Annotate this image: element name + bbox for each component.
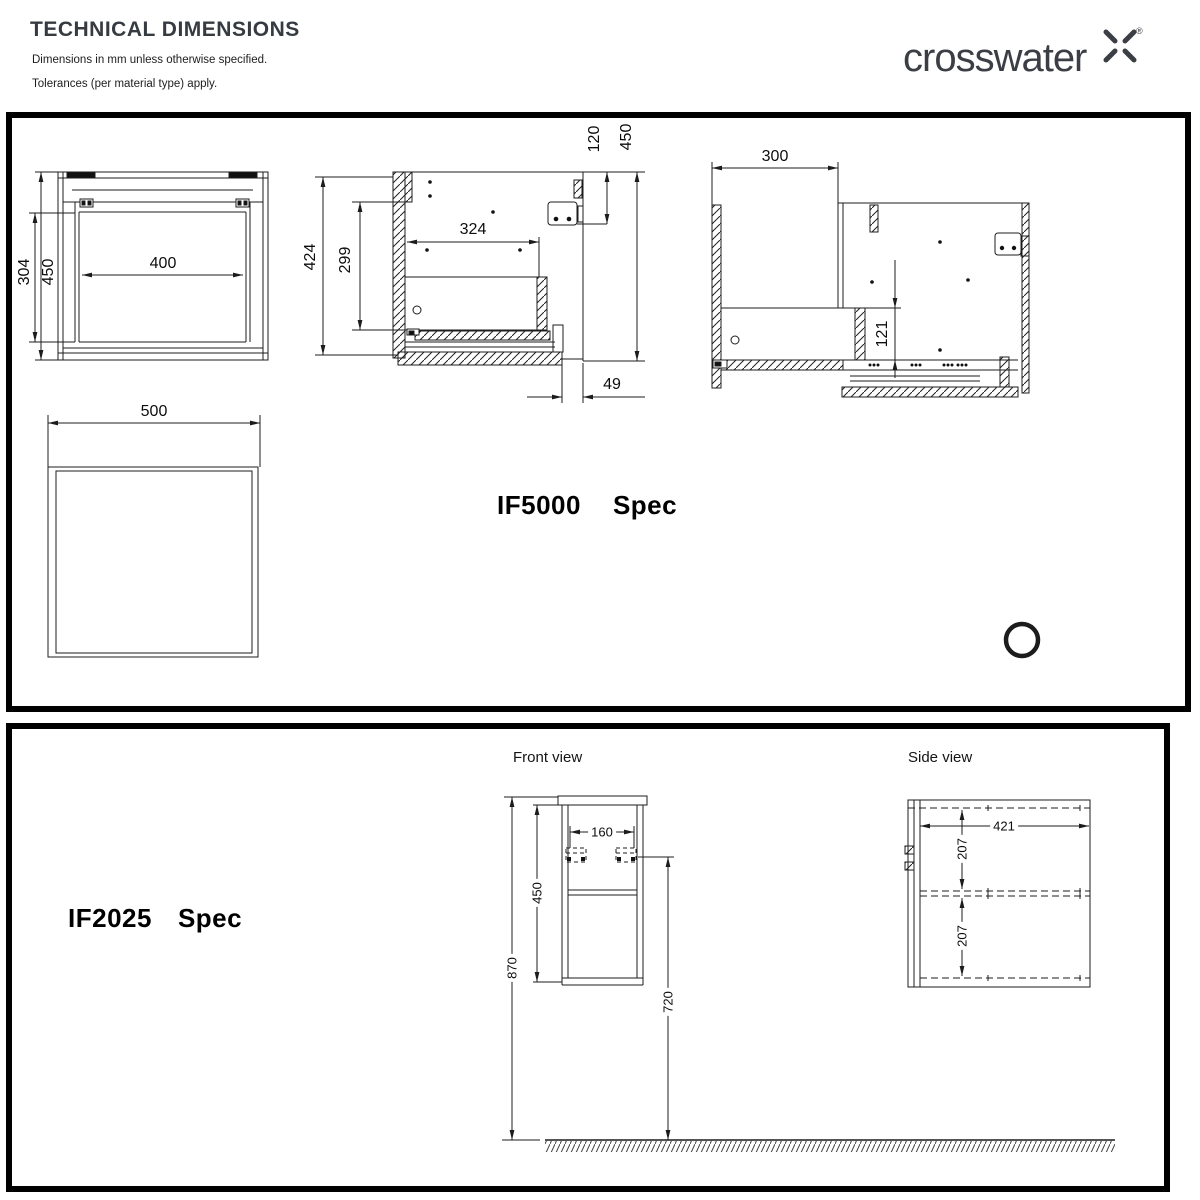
registered-mark: ® bbox=[1136, 26, 1143, 36]
page-title: TECHNICAL DIMENSIONS bbox=[30, 18, 300, 41]
dim-top-width: 500 bbox=[140, 403, 168, 420]
dim-side-upper-section: 207 bbox=[956, 835, 969, 863]
if2025-model: IF2025 bbox=[68, 903, 152, 933]
side-view-label: Side view bbox=[908, 749, 973, 766]
if2025-spec-title bbox=[68, 903, 242, 934]
panel-if2025 bbox=[6, 723, 1170, 1192]
dim-side-lower-section: 207 bbox=[956, 922, 969, 950]
dim-bracket-height: 720 bbox=[662, 988, 675, 1016]
front-view-label: Front view bbox=[513, 749, 583, 766]
dim-side-depth: 421 bbox=[990, 820, 1018, 833]
dim-top-height: 870 bbox=[506, 954, 519, 982]
dim-side-height: 424 bbox=[302, 243, 319, 271]
dim-front-height: 450 bbox=[40, 258, 57, 286]
dim-hinge-offset: 120 bbox=[586, 125, 603, 153]
dim-open-extension: 300 bbox=[761, 148, 789, 165]
dim-side-inner-height: 299 bbox=[337, 246, 354, 274]
dim-bracket-spacing: 160 bbox=[588, 826, 616, 839]
panel-if5000 bbox=[6, 112, 1191, 712]
dim-cabinet-height: 450 bbox=[531, 879, 544, 907]
if5000-spec-title bbox=[497, 490, 677, 521]
if5000-model: IF5000 bbox=[497, 490, 581, 520]
if5000-spec-suffix: Spec bbox=[612, 490, 678, 520]
dim-rear-gap: 49 bbox=[603, 376, 621, 393]
dim-front-width: 400 bbox=[149, 255, 177, 272]
dim-side-inner-depth: 324 bbox=[459, 221, 487, 238]
dim-side-overall-height: 450 bbox=[618, 123, 635, 151]
subtitle-line-1: Dimensions in mm unless otherwise specified. bbox=[32, 54, 268, 66]
crosswater-x-icon bbox=[1100, 26, 1140, 66]
if2025-spec-suffix: Spec bbox=[177, 903, 243, 933]
crosswater-logo: crosswater bbox=[903, 36, 1087, 80]
dim-front-opening-height: 304 bbox=[16, 258, 33, 286]
dim-runner-offset: 121 bbox=[874, 320, 891, 348]
subtitle-line-2: Tolerances (per material type) apply. bbox=[32, 78, 218, 90]
